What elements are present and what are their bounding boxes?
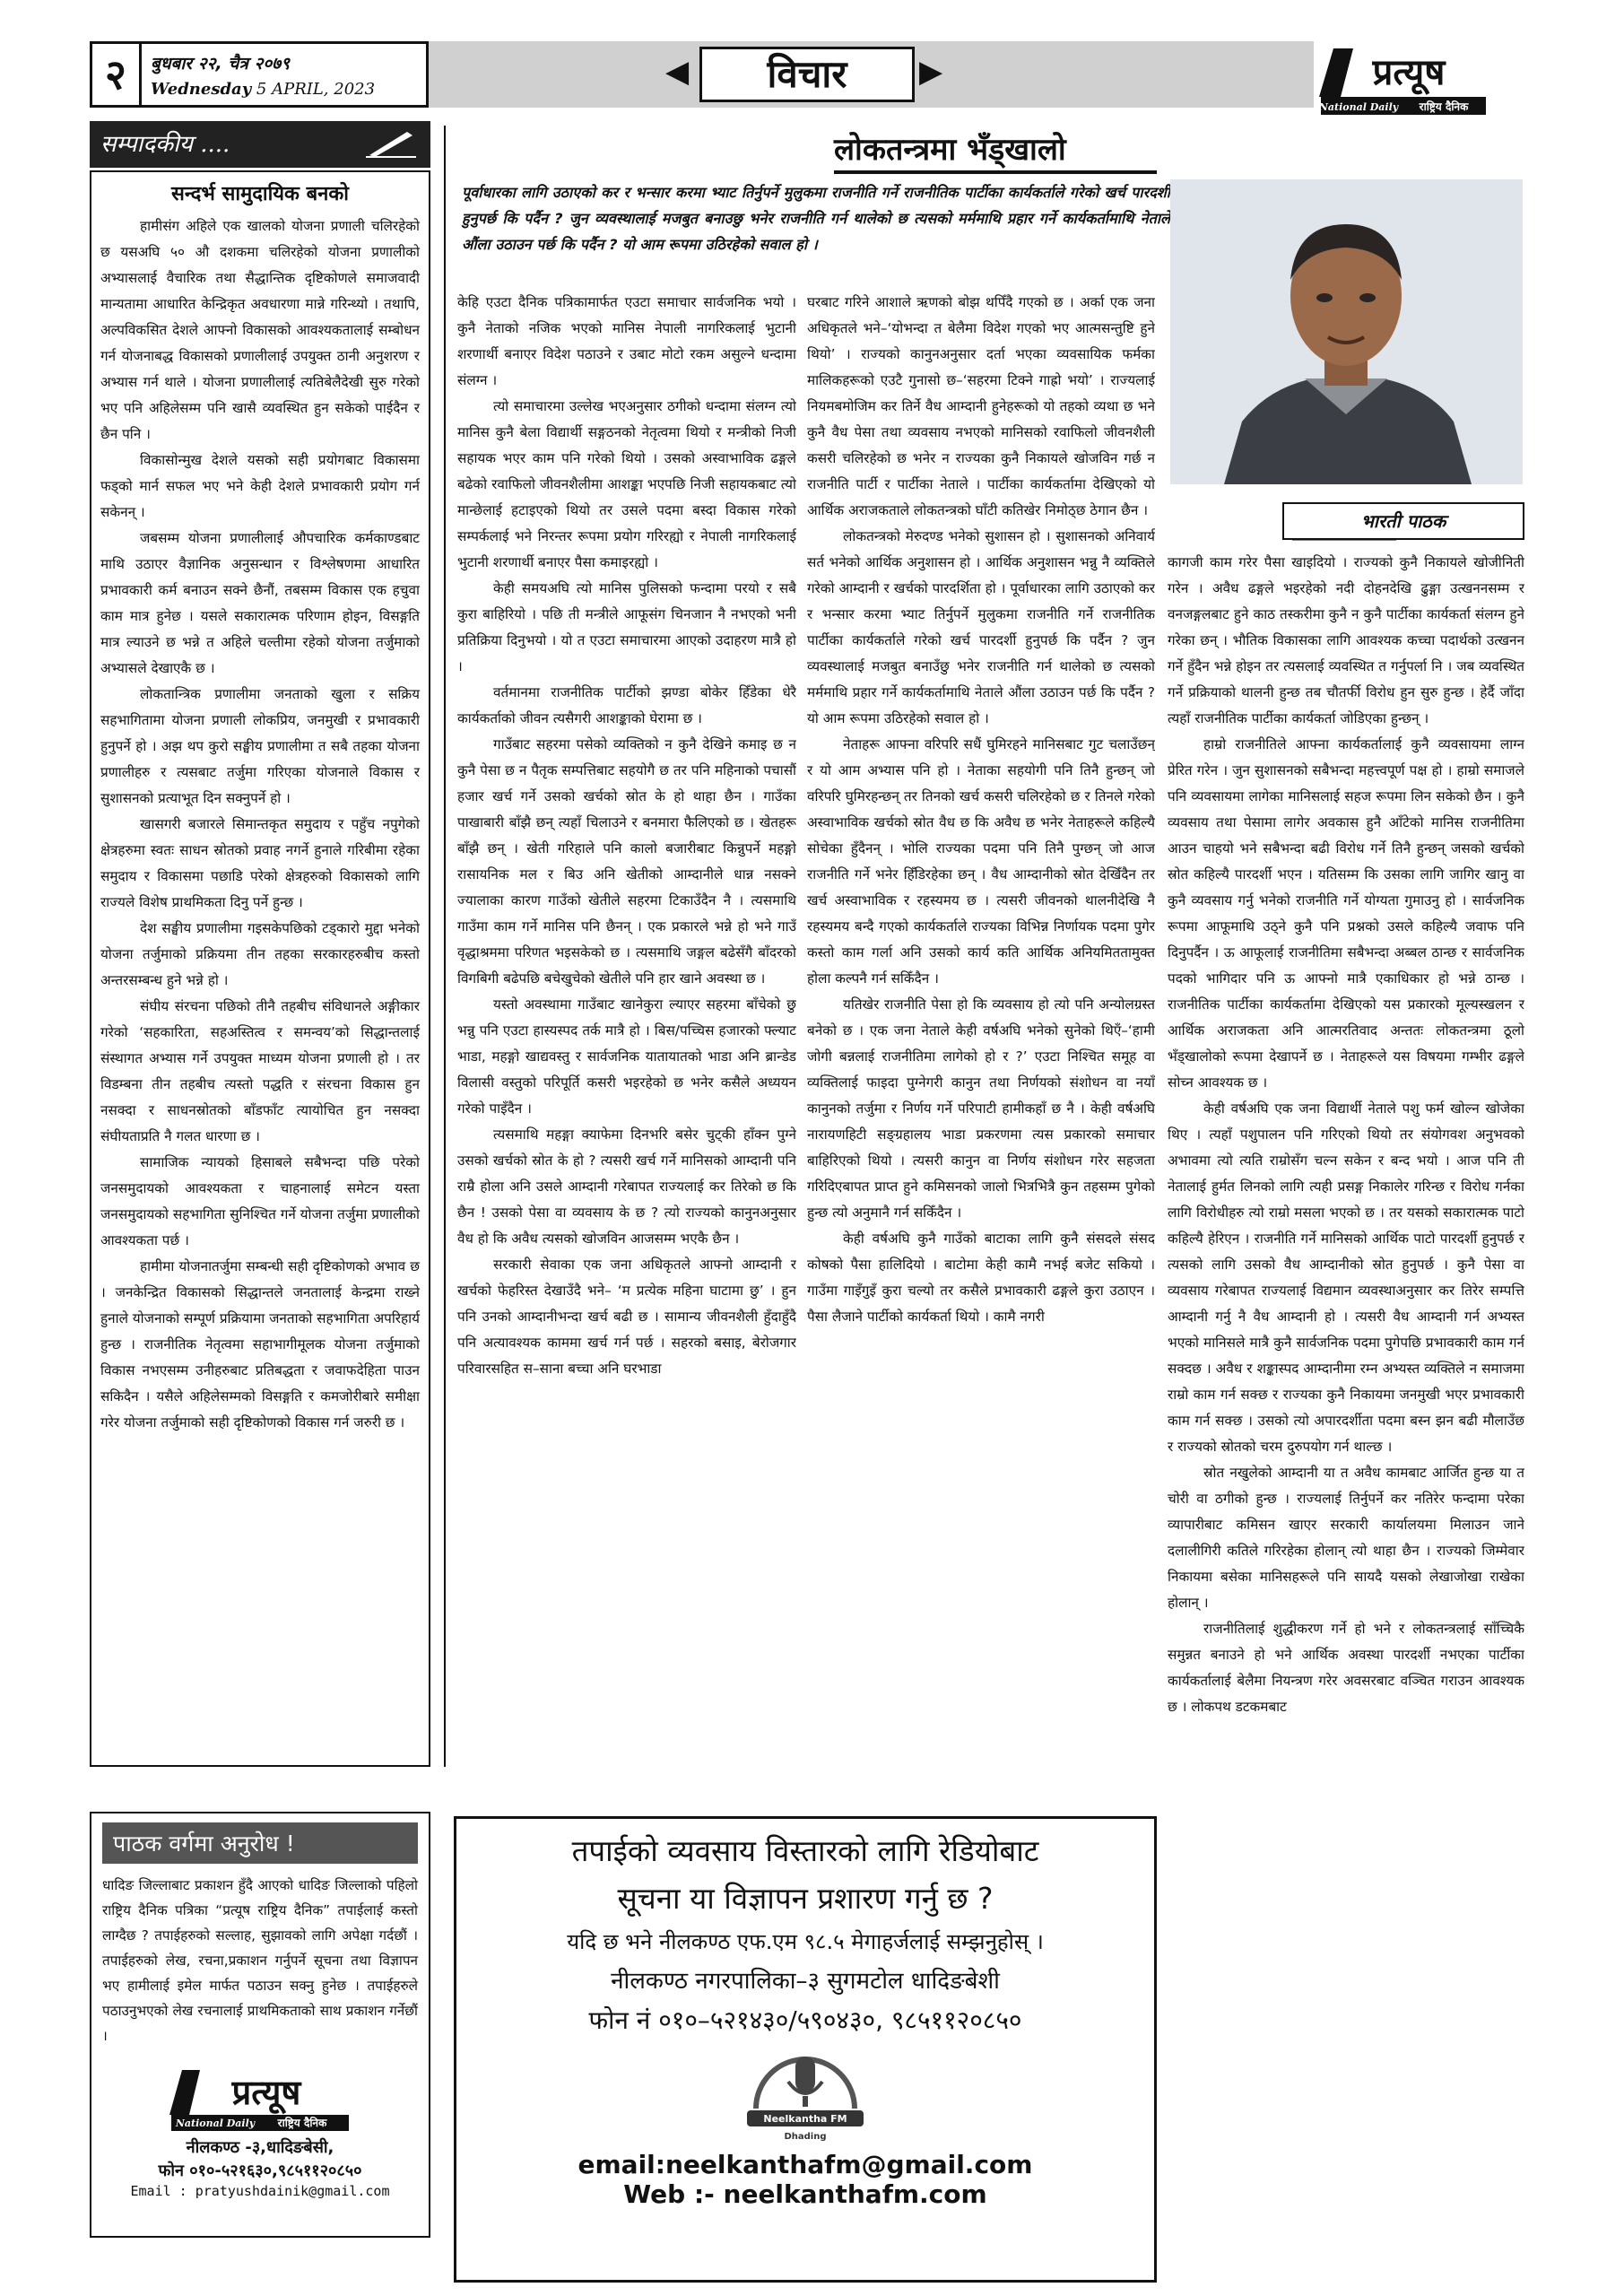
article-paragraph: हाम्रो राजनीतिले आफ्ना कार्यकर्तालाई कुनै व्यवसायमा लाग्न प्रेरित गरेन । जुन सुशासनको सबैभन्दा महत्त्वपूर्ण पक्ष हो । हाम्रो समाजले पनि व्यवसायमा लागेका मानिसलाई सहज रूपमा लिन सकेको छैन । कुनै व्यवसाय तथा पेसामा लागेर अवकास हुनै आँटेको मानिस राजनीतिमा आउन चाहयो भने सबैभन्दा बढी विरोध गर्ने तिनै हुन्छन् जसको खर्चको स्रोत कहिल्यै पारदर्शी भएन । यतिसम्म कि उसका लागि जागिर खानु वा कुनै व्यवसाय गर्नु भनेको राजनीति गर्ने योग्यता गुमाउनु हो । सार्वजनिक रूपमा आफूमाथि उठ्ने कुनै पनि प्रश्नको उसले कहिल्यै जवाफ पनि दिनुपर्दैन । ऊ आफूलाई राजनीतिमा सबैभन्दा अब्बल ठान्छ र सार्वजनिक पदको भागिदार पनि ऊ आफ्नो मात्रै एकाधिकार हो भन्ने ठान्छ । राजनीतिक पार्टीका कार्यकर्तामा देखिएको यस प्रकारको मूल्यस्खलन र आर्थिक अराजकता अनि आत्मरतिवाद अन्ततः लोकतन्त्रमा ठूलो भँड्खालोको रूपमा देखापर्ने छ । नेताहरूले यस विषयमा गम्भीर ढङ्गले सोच्न आवश्यक छ । xyxy=(1168,736,1524,1091)
article-title: लोकतन्त्रमा भँड्खालो xyxy=(834,127,1157,174)
editorial-paragraph: हामीमा योजनातर्जुमा सम्बन्धी सही दृष्टिकोणको अभाव छ । जनकेन्द्रित विकासको सिद्धान्तले जनतालाई केन्द्रमा राख्ने हुनाले योजनाको सम्पूर्ण प्रक्रियामा जनताको सहभागिता अपरिहार्य हुन्छ । राजनीतिक नेतृत्वमा सहाभागीमूलक योजना तर्जुमाको विकास नभएसम्म उनीहरुबाट प्रतिबद्धता र जवाफदेहिता पाउन सकिदैन । यसैले अहिलेसम्मको विसङ्गति र कमजोरीबारे समीक्षा गरेर योजना तर्जुमाको सही दृष्टिकोणको विकास गर्न जरुरी छ । xyxy=(100,1258,421,1431)
article-paragraph: केही वर्षअघि एक जना विद्यार्थी नेताले पशु फर्म खोल्न खोजेका थिए । त्यहाँ पशुपालन पनि गरिएको थियो तर संयोगवश अनुभवको अभावमा त्यो त्यति राम्रोसँग चल्न सकेन र बन्द भयो । आज पनि ती नेतालाई हुर्मत लिनको लागि त्यही प्रसङ्ग निकालेर गरिन्छ र विरोध गर्नका लागि विरोधीहरु त्यो राम्रो मसला भएको छ । तर यसको सकारात्मक पाटो कहिल्यै हेरिएन । राजनीति गर्ने मानिसको आर्थिक पाटो पारदर्शी हुनुपर्छ र त्यसको लागि उसको वैध आम्दानीको स्रोत हुनुपर्छ । कुनै पेसा वा व्यवसाय गरेबापत राज्यलाई विद्यमान व्यवस्थाअनुसार कर तिरेर सम्पत्ति आम्दानी गर्नु नै वैध आम्दानी हो । त्यसरी वैध आम्दानी गर्न अभ्यस्त भएको मानिसले मात्रै कुनै सार्वजनिक पदमा पुगेपछि प्रभावकारी काम गर्न सक्दछ । अवैध र शङ्कास्पद आम्दानीमा रम्न अभ्यस्त व्यक्तिले न समाजमा राम्रो काम गर्न सक्छ र राज्यका कुनै निकायमा जनमुखी भएर प्रभावकारी काम गर्न सक्छ । उसको त्यो अपारदर्शीता पदमा बस्न झन बढी मौलाउँछ र राज्यको स्रोतको चरम दुरुपयोग गर्न थाल्छ । xyxy=(1168,1100,1524,1455)
article-paragraph: केही वर्षअघि कुनै गाउँको बाटाका लागि कुनै संसदले संसद कोषको पैसा हालिदियो । बाटोमा केही कामै नभई बजेट सकियो । गाउँमा गाइँगुइँ कुरा चल्यो तर कसैले प्रभावकारी ढङ्गले कुरा उठाएन । पैसा लैजाने पार्टीको कार्यकर्ता थियो । कामै नगरी xyxy=(807,1231,1155,1325)
date-box xyxy=(142,41,429,108)
article-paragraph: यतिखेर राजनीति पेसा हो कि व्यवसाय हो त्यो पनि अन्योलग्रस्त बनेको छ । एक जना नेताले केही वर्षअघि भनेको सुनेको थिएँ–‘हामी जोगी बन्नलाई राजनीतिमा लागेको हो र ?’ एउटा निश्चित समूह वा व्यक्तिलाई फाइदा पुग्नेगरी कानुन तथा निर्णयको संशोधन वा नयाँ कानुनको तर्जुमा र निर्णय गर्ने परिपाटी हामीकहाँ छ नै । केही वर्षअघि नारायणहिटी सङ्ग्रहालय भाडा प्रकरणमा त्यस प्रकारको समाचार बाहिरिएको थियो । त्यसरी कानुन वा निर्णय संशोधन गरेर सहजता गरिदिएबापत प्राप्त हुने कमिसनको जालो भित्रभित्रै कुन तहसम्म पुगेको हुन्छ त्यो अनुमानै गर्न सकिँदैन । xyxy=(807,996,1155,1221)
editorial-paragraph: जबसम्म योजना प्रणालीलाई औपचारिक कर्मकाण्डबाट माथि उठाएर वैज्ञानिक अनुसन्धान र विश्लेषणमा आधारित प्रभावकारी कर्म बनाउन सक्ने छैनौं, तबसम्म विकास एक हचुवा काम मात्र हुनेछ । यसले सकारात्मक परिणाम होइन, विसङ्गति मात्र ल्याउने छ भन्ने त अहिले चल्तीमा रहेको योजना तर्जुमाको अभ्यासले देखाएकै छ । xyxy=(100,530,420,676)
article-paragraph: स्रोत नखुलेको आम्दानी या त अवैध कामबाट आर्जित हुन्छ या त चोरी वा ठगीको हुन्छ । राज्यलाई तिर्नुपर्ने कर नतिरेर फन्दामा परेका व्यापारीबाट कमिसन खाएर सरकारी कार्यालयमा मिलाउन जाने दलालीगिरी कतिले गरिरहेका होलान् त्यो थाहा छैन । राज्यको जिम्मेवार निकायमा बसेका मानिसहरूले पनि सायदै यसको लेखाजोखा राखेका होलान् । xyxy=(1168,1465,1524,1611)
article-paragraph: वर्तमानमा राजनीतिक पार्टीको झण्डा बोकेर हिँडेका धेरै कार्यकर्ताको जीवन त्यसैगरी आशङ्काको घेरामा छ । xyxy=(457,684,796,726)
reader-request-phone: फोन ०१०-५२१६३०,९८५११२०८५० xyxy=(158,2161,362,2180)
article-paragraph: कागजी काम गरेर पैसा खाइदियो । राज्यको कुनै निकायले खोजीनिती गरेन । अवैध ढङ्गले भइरहेको नदी दोहनदेखि ढुङ्गा उत्खननसम्म र वनजङ्गलबाट हुने काठ तस्करीमा कुनै न कुनै पार्टीका कार्यकर्ता संलग्न हुने गरेका छन् । भौतिक विकासका लागि आवश्यक कच्चा पदार्थको उत्खनन गर्ने हुँदैन भन्ने होइन तर त्यसलाई व्यवस्थित त गर्नुपर्ला नि । जब व्यवस्थित गर्ने प्रक्रियाको थालनी हुन्छ तब चौतर्फी विरोध हुन सुरु हुन्छ । हेर्दै जाँदा त्यहाँ राजनीतिक पार्टीका कार्यकर्ता जोडिएका हुन्छन् । xyxy=(1168,554,1524,726)
reader-request-address: नीलकण्ठ -३,धादिङबेसी, xyxy=(186,2138,334,2157)
editorial-paragraph: लोकतान्त्रिक प्रणालीमा जनताको खुला र सक्रिय सहभागितामा योजना प्रणाली लोकप्रिय, जनमुखी र प्रभावकारी हुनुपर्ने हो । अझ थप कुरो सङ्घीय प्रणालीमा त सबै तहका योजना प्रणालीहरु र त्यसबाट तर्जुमा गरिएका योजनाले विकास र सुशासनको प्रत्याभूत दिन सक्नुपर्ने हो । xyxy=(100,686,420,806)
column-divider xyxy=(444,126,446,1767)
editorial-paragraph: संघीय संरचना पछिको तीनै तहबीच संविधानले अङ्गीकार गरेको ‘सहकारिता, सहअस्तित्व र समन्वय’को सिद्धान्तलाई संस्थागत अभ्यास गर्ने उपयुक्त माध्यम योजना प्रणाली हो । तर विडम्बना तीन तहबीच त्यस्तो पद्धति र संरचना विकास हुन नसक्दा र साधनस्रोतको बाँडफाँट त्यायोचित हुन नसक्दा संघीयताप्रति नै गलत धारणा छ । xyxy=(100,998,420,1144)
editorial-paragraph: हामीसंग अहिले एक खालको योजना प्रणाली चलिरहेको छ यसअघि ५० औ दशकमा चलिरहेको योजना प्रणालीको अभ्यासलाई वैचारिक तथा सैद्धान्तिक दृष्टिकोणले समाजवादी मान्यतामा आधारित केन्द्रिकृत अवधारणा मान्ने गरिन्थ्यो । तथापि, अल्पविकसित देशले आफ्नो विकासको आवश्यकतालाई सम्बोधन गर्न योजनाबद्ध विकासको प्रणालीलाई उपयुक्त ठानी अनुशरण र अभ्यास गर्न थाले । योजना प्रणालीलाई त्यतिबेलैदेखी सुरु गरेको भए पनि अहिलेसम्म पनि खासै व्यवस्थित हुन सकेको पाईदैन र छैन पनि । xyxy=(100,218,420,442)
ad-web: Web :- neelkanthafm.com xyxy=(623,2179,987,2209)
ad-headline-1: तपाईको व्यवसाय विस्तारको लागि रेडियोबाट xyxy=(571,1833,1039,1868)
article-paragraph: केही समयअघि त्यो मानिस पुलिसको फन्दामा परयो र सबै कुरा बाहिरियो । पछि ती मन्त्रीले आफूसंग चिनजान नै नभएको भनी प्रतिक्रिया दिनुभयो । यो त एउटा समाचारमा आएको उदाहरण मात्रै हो । xyxy=(457,580,796,674)
editorial-paragraph: विकासोन्मुख देशले यसको सही प्रयोगबाट विकासमा फड्को मार्न सफल भए भने केही देशले प्रभावकारी प्रयोग गर्न सकेनन् । xyxy=(100,452,420,520)
date-english-day: Wednesday xyxy=(151,80,252,99)
article-column-2 xyxy=(807,290,1155,1814)
reader-request-body: धादिङ जिल्लाबाट प्रकाशन हुँदै आएको धादिङ जिल्लाको पहिलो राष्ट्रिय दैनिक पत्रिका “प्रत्यूष राष्ट्रिय दैनिक” तपाईलाई कस्तो लाग्दैछ ? तपाईहरुको सल्लाह, सुझावको लागि अपेक्षा गर्दछौं । तपाईहरुको लेख, रचना,प्रकाशन गर्नुपर्ने सूचना तथा विज्ञापन भए हामीलाई इमेल मार्फत पठाउन सक्नु हुनेछ । तपाईहरुले पठाउनुभएको लेख रचनालाई प्राथमिकताको साथ प्रकाशन गर्नेछौं । xyxy=(102,1877,418,2044)
ad-phone: फोन नं ०१०–५२१४३०/५९०४३०, ९८५११२०८५० xyxy=(588,2005,1022,2035)
article-paragraph: यस्तो अवस्थामा गाउँबाट खानेकुरा ल्याएर सहरमा बाँचेको छु भन्नु पनि एउटा हास्यस्पद तर्क मात्रै हो । बिस/पच्चिस हजारको फ्ल्याट भाडा, महङ्गो खाद्यवस्तु र सार्वजनिक यातायातको भाडा अनि ब्रान्डेड विलासी वस्तुको परिपूर्ति कसरी भइरहेको छ भनेर कसैले अध्ययन गरेको पाइँदैन । xyxy=(457,996,796,1117)
reader-request-email: Email : pratyushdainik@gmail.com xyxy=(130,2183,390,2199)
ad-line-3: यदि छ भने नीलकण्ठ एफ.एम ९८.५ मेगाहर्जलाई सम्झनुहोस् । xyxy=(567,1929,1044,1954)
article-column-1 xyxy=(457,290,796,1814)
arrow-left-icon: ◀ xyxy=(665,54,690,90)
editorial-title: सन्दर्भ सामुदायिक बनको xyxy=(171,183,349,205)
article-paragraph: घरबाट गरिने आशाले ऋणको बोझ थपिँदै गएको छ । अर्का एक जना अधिकृतले भने–‘योभन्दा त बेलैमा विदेश गएको भए आत्मसन्तुष्टि हुने थियो’ । राज्यको कानुनअनुसार दर्ता भएका व्यवसायिक फर्मका मालिकहरूको एउटै गुनासो छ–‘सहरमा टिक्ने गाह्रो भयो’ । राज्यलाई नियमबमोजिम कर तिर्ने वैध आम्दानी हुनेहरूको यो तहको व्यथा छ भने कुनै वैध पेसा तथा व्यवसाय नभएको मानिसको रवाफिलो जीवनशैली कसरी चलिरहेको छ भनेर न राज्यका कुनै निकायले खोजविन गर्छ न राजनीति पार्टी र पार्टीका नेताले । पार्टीका कार्यकर्तामा देखिएको यो आर्थिक अराजकताले लोकतन्त्रको घाँटी कतिखेर निमोठ्छ ठेगान छैन । xyxy=(807,294,1155,518)
masthead-name: प्रत्यूष xyxy=(1372,52,1446,93)
newspaper-logo-name: प्रत्यूष xyxy=(231,2073,301,2112)
reader-request-box xyxy=(90,1812,430,2238)
article-paragraph: सरकारी सेवाका एक जना अधिकृतले आफ्नो आम्दानी र खर्चको फेहरिस्त देखाउँदै भने– ‘म प्रत्येक महिना घाटामा छु’ । हुन पनि उनको आम्दानीभन्दा खर्च बढी छ । सामान्य जीवनशैली हुँदाहुँदै पनि अत्यावश्यक काममा खर्च गर्न पर्छ । सहरको बसाइ, बेरोजगार परिवारसहित स–साना बच्चा अनि घरभाडा xyxy=(457,1257,796,1377)
article-paragraph: लोकतन्त्रको मेरुदण्ड भनेको सुशासन हो । सुशासनको अनिवार्य सर्त भनेको आर्थिक अनुशासन हो । आर्थिक अनुशासन भन्नु नै व्यक्तिले गरेको आम्दानी र खर्चको पारदर्शिता हो । पूर्वाधारका लागि उठाएको कर र भन्सार करमा भ्याट तिर्नुपर्ने मुलुकमा राजनीति गर्ने राजनीतिक पार्टीका कार्यकर्ताले गरेको खर्च पारदर्शी हुनुपर्छ कि पर्दैन ? जुन व्यवस्थालाई मजबुत बनाउँछु भनेर राजनीति गर्न थालेको छ त्यसको मर्ममाथि प्रहार गर्ने कार्यकर्तामाथि नेताले औंला उठाउन पर्छ कि पर्दैन ? यो आम रूपमा उठिरहेको सवाल हो । xyxy=(807,528,1155,726)
newspaper-logo-sub-np: राष्ट्रिय दैनिक xyxy=(277,2117,327,2129)
editorial-paragraph: देश सङ्घीय प्रणालीमा गइसकेपछिको टड्कारो मुद्दा भनेको योजना तर्जुमाको प्रक्रियमा तीन तहका सरकारहरुबीच कस्तो अन्तरसम्बन्ध हुने भन्ने हो । xyxy=(100,920,420,988)
editorial-column xyxy=(90,170,430,1767)
author-photo xyxy=(1170,179,1523,484)
date-english xyxy=(151,80,417,99)
newspaper-logo xyxy=(166,2065,354,2133)
ad-email: email:neelkanthafm@gmail.com xyxy=(578,2150,1033,2179)
page-number: २ xyxy=(90,41,142,108)
microphone-icon xyxy=(795,2057,815,2092)
reader-request-title: पाठक वर्गमा अनुरोध ! xyxy=(102,1822,418,1864)
masthead-sub-en: National Daily xyxy=(1318,101,1399,113)
masthead-logo xyxy=(1314,41,1491,118)
article-paragraph: नेताहरू आफ्ना वरिपरि सधैं घुमिरहने मानिसबाट गुट चलाउँछन् र यो आम अभ्यास पनि हो । नेताका सहयोगी पनि तिनै हुन्छन् जो वरिपरि घुमिरहन्छन् तर तिनको खर्च कसरी चलिरहेको छ र तिनले गरेको अस्वाभाविक खर्चको स्रोत वैध छ कि अवैध छ भनेर नेताहरूले कहिल्यै सोचेका हुँदैनन् । भोलि राज्यका पदमा पनि तिनै पुग्छन् जो आज राजनीति गर्ने भनेर हिँडिरहेका छन् । वैध आम्दानीको स्रोत देखिँदैन तर खर्च अस्वाभाविक र रहस्यमय छ । त्यसरी जीवनको थालनीदेखि नै रहस्यमय बन्दै गएको कार्यकर्ताले राज्यका विभिन्न निर्णायक पदमा पुगेर कस्तो काम गर्ला अनि उसको कार्य कति आर्थिक अनियमिततामुक्त होला कल्पनै गर्न सकिँदैन । xyxy=(807,736,1155,987)
radio-logo-sub: Dhading xyxy=(784,2132,827,2142)
article-lede: पूर्वाधारका लागि उठाएको कर र भन्सार करमा भ्याट तिर्नुपर्ने मुलुकमा राजनीति गर्ने राजनीतिक पार्टीका कार्यकर्ताले गरेको खर्च पारदर्शी हुनुपर्छ कि पर्दैन ? जुन व्यवस्थालाई मजबुत बनाउछु भनेर राजनीति गर्न थालेको छ त्यसको मर्ममाथि प्रहार गर्ने कार्यकर्तामाथि नेताले औंला उठाउन पर्छ कि पर्दैन ? यो आम रूपमा उठिरहेको सवाल हो । xyxy=(462,184,1170,253)
section-title: विचार xyxy=(699,47,915,102)
arrow-right-icon: ▶ xyxy=(919,54,943,90)
article-paragraph: त्यसमाथि महङ्गा क्याफेमा दिनभरि बसेर चुट्की हाँक्न पुग्ने उसको खर्चको स्रोत के हो ? त्यसरी खर्च गर्ने मानिसको आम्दानी पनि राम्रै होला अनि उसले आम्दानी गरेबापत राज्यलाई कर तिरेको छ कि छैन ! उसको पेसा वा व्यवसाय के छ ? त्यो राज्यको कानुनअनुसार वैध हो कि अवैध त्यसको खोजविन आजसम्म भएकै छैन । xyxy=(457,1126,796,1247)
editorial-paragraph: खासगरी बजारले सिमान्तकृत समुदाय र पहुँच नपुगेको क्षेत्रहरुमा स्वतः साधन स्रोतको प्रवाह नगर्ने हुनाले गरिबीमा रहेका समुदाय र विकासमा पछाडि परेको क्षेत्रहरुको विकासको लागि राज्यले विशेष प्राथमिकता दिनु पर्ने हुन्छ । xyxy=(100,816,420,910)
editorial-banner xyxy=(90,121,430,168)
ad-address: नीलकण्ठ नगरपालिका–३ सुगमटोल धादिङबेशी xyxy=(611,1968,1000,1995)
editorial-banner-label: सम्पादकीय .... xyxy=(100,131,230,158)
author-name: भारती पाठक xyxy=(1282,502,1524,540)
newspaper-logo-sub-en: National Daily xyxy=(175,2118,256,2129)
masthead-sub-np: राष्ट्रिय दैनिक xyxy=(1419,100,1469,113)
article-column-3 xyxy=(1168,498,1524,2283)
date-english-date: 5 APRIL, 2023 xyxy=(256,80,376,99)
pen-icon xyxy=(364,128,418,159)
article-paragraph: गाउँबाट सहरमा पसेको व्यक्तिको न कुनै देखिने कमाइ छ न कुनै पेसा छ न पैतृक सम्पत्तिबाट सहयोगै छ तर पनि महिनाको पचासौं हजार खर्च गर्ने उसको खर्चको स्रोत के हो थाहा छैन । गाउँका पाखाबारी बाँझै छन् त्यहाँ चिलाउने र बनमारा फैलिएको छ । खेतहरू बाँझै छन् । खेती गरिहाले पनि कालो बजारीबाट किन्नुपर्ने महङ्गो रासायनिक मल र बिउ अनि खेतीको आम्दानीले धान्न नसक्ने ज्यालाका कारण गाउँको खेतीले सहरमा टिकाउँदैन नै । त्यसमाथि गाउँमा काम गर्ने मानिस पनि छैनन् । एक प्रकारले भन्ने हो भने गाउँ वृद्धाश्रममा परिणत भइसकेको छ । त्यसमाथि जङ्गल बढेसँगै बाँदरको विगबिगी बढेपछि बचेखुचेको खेतीले पनि हार खाने अवस्था छ । xyxy=(457,736,796,987)
date-nepali: बुधबार २२, चैत्र २०७९ xyxy=(151,54,290,74)
radio-station-logo xyxy=(738,2042,873,2143)
article-paragraph: त्यो समाचारमा उल्लेख भएअनुसार ठगीको धन्दामा संलग्न त्यो मानिस कुनै बेला विद्यार्थी सङ्गठनको नेतृत्वमा थियो र मन्त्रीको निजी सहायक भएर काम पनि गरेको थियो । उसको अस्वाभाविक ढङ्गले बढेको रवाफिलो जीवनशैलीमा आशङ्का भएपछि निजी सहायकबाट त्यो मान्छेलाई हटाइएको थियो तर उसले पदमा बस्दा विकास गरेको सम्पर्कलाई भने निरन्तर रूपमा प्रयोग गरिरह्यो र नेपाली नागरिकलाई भुटानी शरणार्थी बनाएर पैसा कमाइरह्यो । xyxy=(457,398,796,570)
article-paragraph: केहि एउटा दैनिक पत्रिकामार्फत एउटा समाचार सार्वजनिक भयो । कुनै नेताको नजिक भएको मानिस नेपाली नागरिकलाई भुटानी शरणार्थी बनाएर विदेश पठाउने र उबाट मोटो रकम असुल्ने धन्दामा संलग्न । xyxy=(457,294,796,388)
article-paragraph: राजनीतिलाई शुद्धीकरण गर्ने हो भने र लोकतन्त्रलाई साँच्चिकै समुन्नत बनाउने हो भने आर्थिक अवस्था पारदर्शी नभएका पार्टीका कार्यकर्तालाई बेलैमा नियन्त्रण गरेर अवसरबाट वञ्चित गराउन आवश्यक छ । लोकपथ डटकमबाट xyxy=(1168,1621,1524,1715)
editorial-paragraph: सामाजिक न्यायको हिसाबले सबैभन्दा पछि परेको जनसमुदायको आवश्यकता र चाहनालाई समेटन यस्ता जनसमुदायको सहभागिता सुनिश्चित गर्ने योजना तर्जुमा प्रणालीको आवश्यकता पर्छ । xyxy=(100,1154,420,1248)
radio-advertisement xyxy=(454,1816,1157,2283)
radio-logo-name: Neelkantha FM xyxy=(763,2113,847,2125)
ad-headline-2: सूचना या विज्ञापन प्रशारण गर्नु छ ? xyxy=(617,1881,994,1916)
